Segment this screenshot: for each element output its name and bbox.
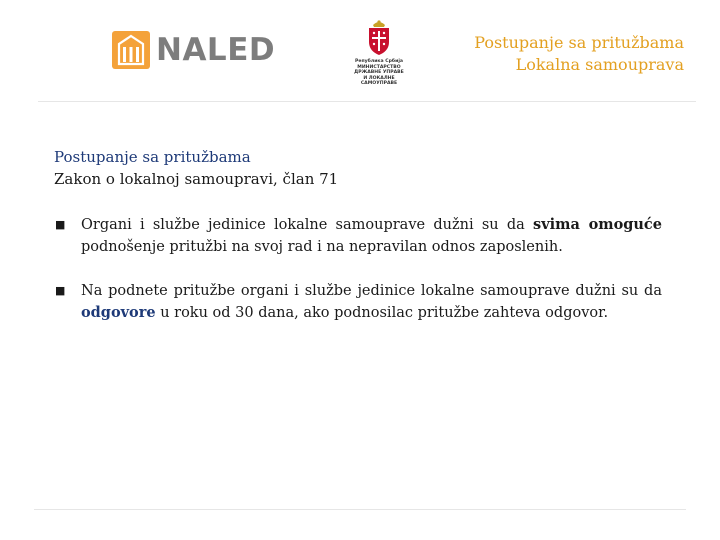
slide-title-line1: Postupanje sa pritužbama (474, 33, 684, 52)
section-heading (54, 146, 338, 190)
coat-of-arms-icon (364, 18, 394, 56)
bullet-text-before: Na podnete pritužbe organi i službe jedinice lokalne samouprave dužni su da (81, 283, 662, 299)
footer-divider (34, 509, 686, 510)
bullet-text-before: Organi i službe jedinice lokalne samouprave dužni su da (81, 217, 534, 233)
slide-title-line2: Lokalna samouprava (515, 55, 684, 74)
slide-title (474, 32, 684, 76)
header-divider (38, 101, 696, 102)
section-heading-title: Postupanje sa pritužbama (54, 148, 251, 166)
bullet-icon: ■ (55, 218, 66, 231)
naled-logo-mark (112, 31, 150, 69)
bullet-text-emphasis: odgovore (81, 304, 156, 321)
slide-header (0, 0, 720, 100)
bullet-icon: ■ (55, 284, 66, 297)
bullet-text-emphasis: svima omoguće (533, 216, 662, 233)
ministry-logo (350, 18, 408, 87)
ministry-logo-text: Република Србија МИНИСТАРСТВО ДРЖАВНЕ УПРАВЕ И ЛОКАЛНЕ САМОУПРАВЕ (354, 59, 404, 87)
bullet-list (54, 214, 662, 346)
list-item (54, 280, 662, 324)
list-item (54, 214, 662, 258)
bullet-text-after: podnošenje pritužbi na svoj rad i na nepravilan odnos zaposlenih. (81, 239, 563, 255)
naled-logo (112, 31, 275, 69)
bullet-text-after: u roku od 30 dana, ako podnosilac pritužbe zahteva odgovor. (155, 305, 609, 321)
naled-logo-text: NALED (156, 32, 276, 68)
section-heading-law-reference: Zakon o lokalnoj samoupravi, član 71 (54, 170, 339, 188)
